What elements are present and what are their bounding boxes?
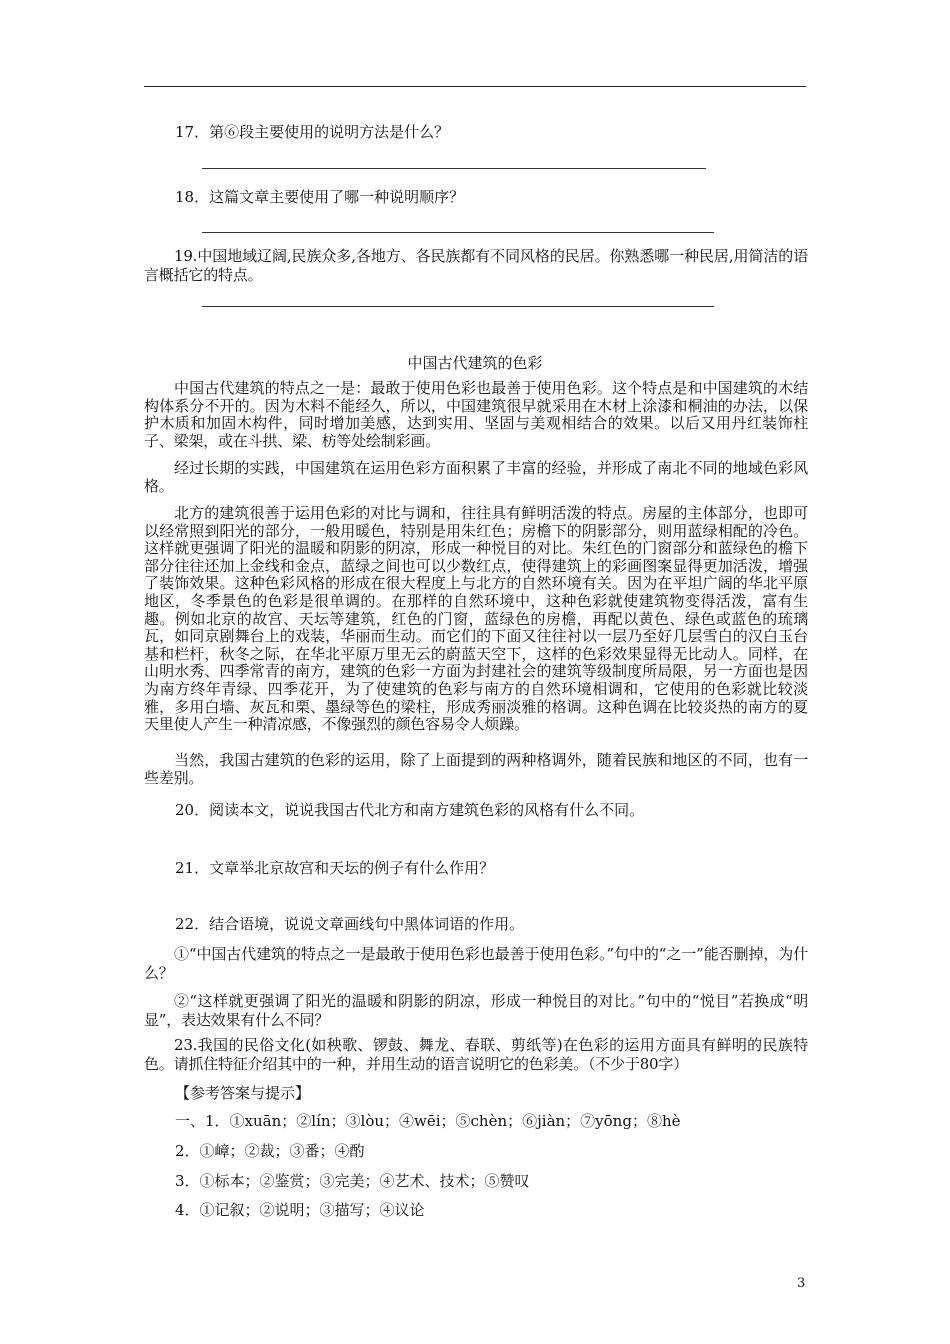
answer-4: 4．①记叙；②说明；③描写；④议论 <box>175 1201 425 1219</box>
answers-heading: 【参考答案与提示】 <box>175 1084 311 1102</box>
answer-2: 2．①嶂；②裁；③番；④酌 <box>175 1142 365 1160</box>
question-19: 19.中国地域辽阔,民族众多,各地方、各民族都有不同风格的民居。你熟悉哪一种民居,用简洁的语言概括它的特点。 <box>144 247 808 284</box>
article-paragraph-3: 北方的建筑很善于运用色彩的对比与调和，往往具有鲜明活泼的特点。房屋的主体部分，也即可以经常照到阳光的部分，一般用暖色，特别是用朱红色；房檐下的阴影部分，则用蓝绿相配的冷色。这样就更强调了阳光的温暖和阴影的阴凉，形成一种悦目的对比。朱红色的门窗部分和蓝绿色的檐下部分往往还加上金线和金点，蓝绿之间也可以少数红点，使得建筑上的彩画图案显得更加活泼，增强了装饰效果。这种色彩风格的形成在很大程度上与北方的自然环境有关。因为在平坦广阔的华北平原地区，冬季景色的色彩是很单调的。在那样的自然环境中，这种色彩就使建筑物变得活泼，富有生趣。例如北京的故宫、天坛等建筑，红色的门窗，蓝绿色的房檐，再配以黄色、绿色或蓝色的琉璃瓦，如同京剧舞台上的戏装，华丽而生动。而它们的下面又往往衬以一层乃至好几层雪白的汉白玉台基和栏杆，秋冬之际，在华北平原万里无云的蔚蓝天空下，这样的色彩效果显得无比动人。同样，在山明水秀、四季常青的南方，建筑的色彩一方面为封建社会的建筑等级制度所局限，另一方面也是因为南方终年青绿、四季花开，为了使建筑的色彩与南方的自然环境相调和，它使用的色彩就比较淡雅，多用白墙、灰瓦和栗、墨绿等色的梁柱，形成秀丽淡雅的格调。这种色调在比较炎热的南方的夏天里使人产生一种清凉感，不像强烈的颜色容易令人烦躁。 <box>144 504 808 734</box>
header-rule <box>144 86 806 87</box>
answer-blank-18[interactable] <box>202 232 714 233</box>
question-17: 17．第⑥段主要使用的说明方法是什么？ <box>175 123 450 141</box>
question-22-part-2: ②“这样就更强调了阳光的温暖和阴影的阴凉，形成一种悦目的对比。”句中的“悦目”若换成“明显”，表达效果有什么不同？ <box>144 992 808 1029</box>
page-number: 3 <box>797 1276 806 1291</box>
article-title: 中国古代建筑的色彩 <box>407 354 543 372</box>
answer-1: 一、1．①xuān；②lín；③lòu；④wēi；⑤chèn；⑥jiàn；⑦yōng；⑧hè <box>175 1112 681 1130</box>
question-23: 23.我国的民俗文化(如秧歌、锣鼓、舞龙、春联、剪纸等)在色彩的运用方面具有鲜明的民族特色。请抓住特征介绍其中的一种，并用生动的语言说明它的色彩美。（不少于80字） <box>144 1036 808 1073</box>
answer-blank-17[interactable] <box>202 168 706 169</box>
article-paragraph-1: 中国古代建筑的特点之一是：最敢于使用色彩也最善于使用色彩。这个特点是和中国建筑的木结构体系分不开的。因为木料不能经久，所以，中国建筑很早就采用在木材上涂漆和桐油的办法，以保护木质和加固木构件，同时增加美感，达到实用、坚固与美观相结合的效果。以后又用丹红装饰柱子、梁架，或在斗拱、梁、枋等处绘制彩画。 <box>144 379 808 450</box>
article-paragraph-4: 当然，我国古建筑的色彩的运用，除了上面提到的两种格调外，随着民族和地区的不同，也有一些差别。 <box>144 751 808 787</box>
answer-3: 3．①标本；②鉴赏；③完美；④艺术、技术；⑤赞叹 <box>175 1172 530 1190</box>
answer-blank-19[interactable] <box>202 306 714 307</box>
question-21: 21．文章举北京故宫和天坛的例子有什么作用？ <box>175 859 495 877</box>
question-22-part-1: ①“中国古代建筑的特点之一是最敢于使用色彩也最善于使用色彩。”句中的“之一”能否删掉，为什么？ <box>144 945 808 982</box>
question-20: 20．阅读本文，说说我国古代北方和南方建筑色彩的风格有什么不同。 <box>175 801 645 819</box>
question-18: 18．这篇文章主要使用了哪一种说明顺序？ <box>175 188 465 206</box>
article-paragraph-2: 经过长期的实践，中国建筑在运用色彩方面积累了丰富的经验，并形成了南北不同的地域色彩风格。 <box>144 459 808 495</box>
question-22: 22．结合语境，说说文章画线句中黑体词语的作用。 <box>175 915 525 933</box>
